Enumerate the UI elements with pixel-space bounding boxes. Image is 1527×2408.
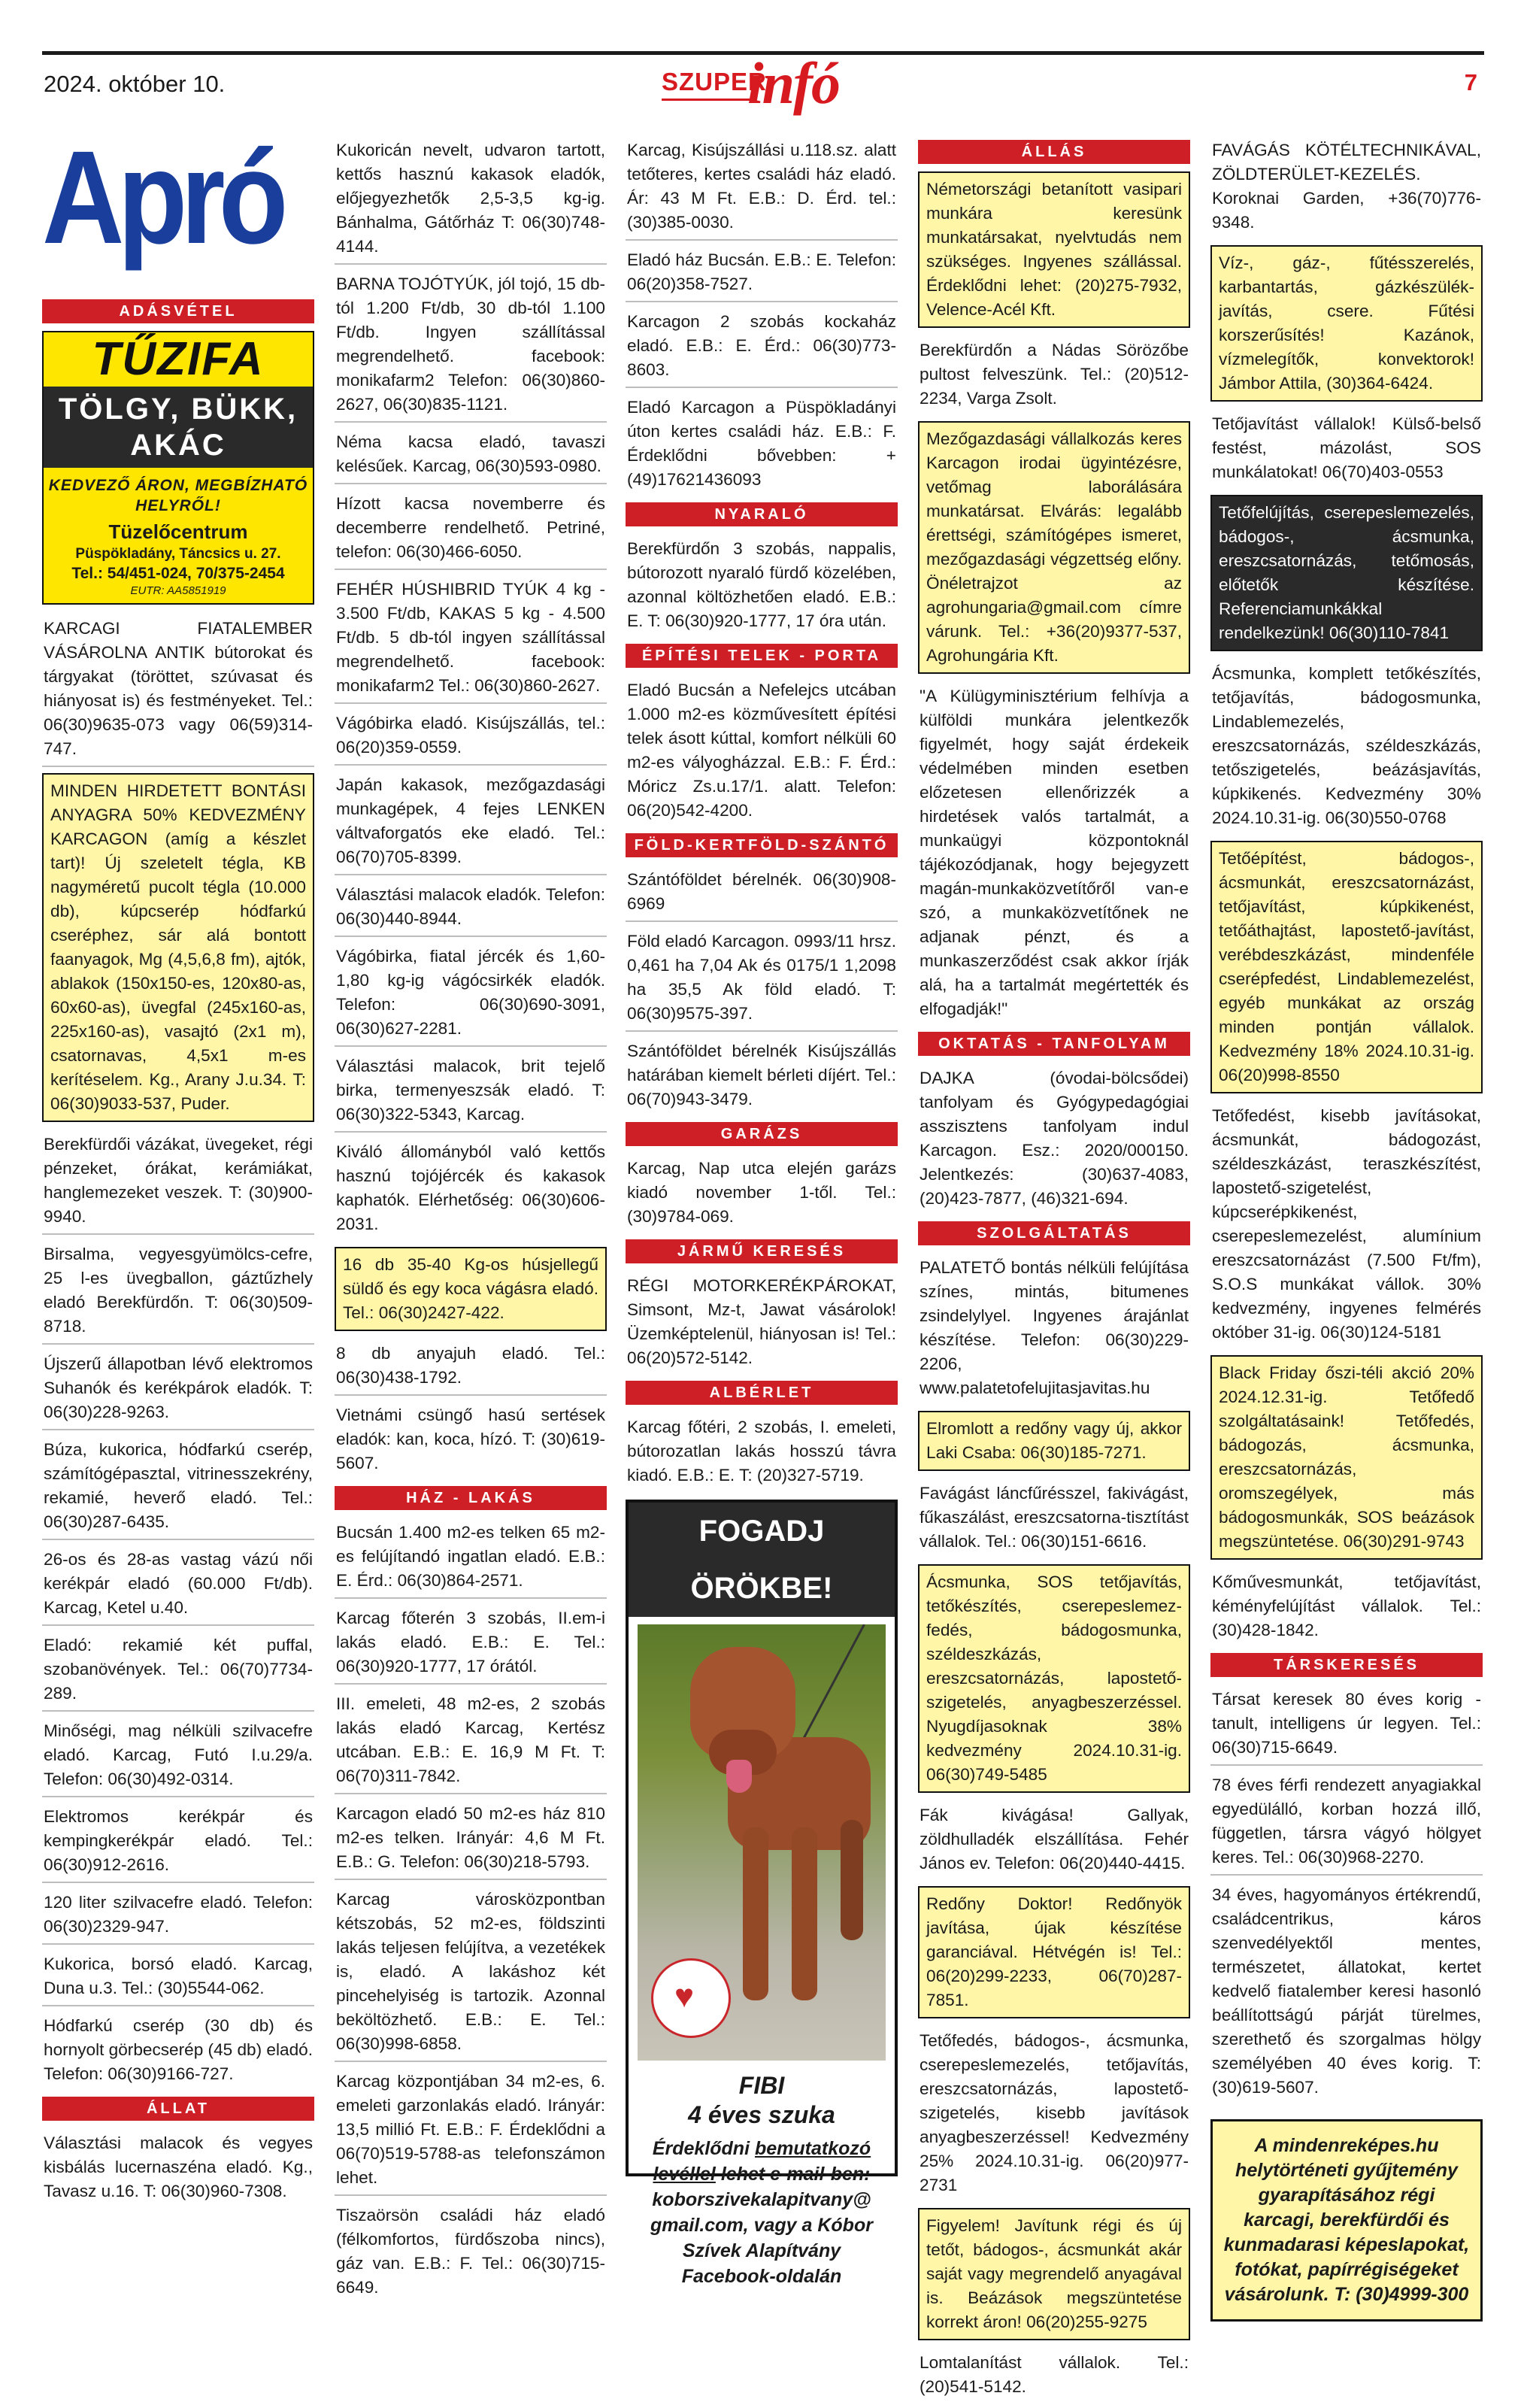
tuzifa-company: Tüzelőcentrum: [108, 520, 248, 543]
highlighted-ad: Redőny Doktor! Redőnyök javítása, újak készítése garanciával. Hétvégén is! Tel.: 06(20)299-2233, 06(70)287-7851.: [918, 1886, 1190, 2018]
classified-ad: FEHÉR HÚSHIBRID TYÚK 4 kg - 3.500 Ft/db, KAKAS 5 kg - 4.500 Ft/db. 5 db-tól ingyen szállítással megrendelhető. facebook: monikafarm2 Tel.: 06(30)860-2627.: [335, 575, 607, 704]
highlighted-ad: Tetőépítést, bádogos-, ácsmunkát, ereszcsatornázást, tetőjavítást, kúpkikenést, tetőáthajtást, lapostető-javítást, verébdeszkázást, mindenféle cserépfedést, Lindablemezelést, egyéb munkákat az ország minden pontján vállalok. Kedvezmény 18% 2024.10.31-ig. 06(20)998-8550: [1210, 841, 1483, 1093]
classified-ad: Föld eladó Karcagon. 0993/11 hrsz. 0,461 ha 7,04 Ak és 0175/1 1,2098 ha 35,5 Ak föld eladó. T: 06(30)9575-397.: [626, 927, 898, 1032]
highlighted-ad: Ácsmunka, SOS tetőjavítás, tetőkészítés, cserepeslemez-fedés, bádogosmunka, széldeszkázás, ereszcsatornázás, lapostető-szigetelés, anyagbeszerzéssel. Nyugdíjasoknak 38% kedvezmény 2024.10.31-ig. 06(30)749-5485: [918, 1564, 1190, 1793]
section-header-allas: ÁLLÁS: [918, 140, 1190, 164]
column-3: [626, 135, 898, 2287]
classified-ad: Elektromos kerékpár és kempingkerékpár eladó. Tel.: 06(30)912-2616.: [42, 1802, 314, 1883]
section-header-epitesi-telek: ÉPÍTÉSI TELEK - PORTA: [626, 644, 898, 668]
classified-ad: FAVÁGÁS KÖTÉLTECHNIKÁVAL, ZÖLDTERÜLET-KEZELÉS. Koroknai Garden, +36(70)776-9348.: [1212, 141, 1481, 232]
classified-ad: Karcagon 2 szobás kockaház eladó. E.B.: E. Érd.: 06(30)773-8603.: [626, 307, 898, 388]
column-5: [1210, 135, 1483, 2322]
section-header-nyaralo: NYARALÓ: [626, 502, 898, 526]
tuzifa-address: Püspökladány, Táncsics u. 27.: [75, 546, 281, 562]
classified-ad: 8 db anyajuh eladó. Tel.: 06(30)438-1792.: [335, 1339, 607, 1396]
classified-ad: Néma kacsa eladó, tavaszi kelésűek. Karcag, 06(30)593-0980.: [335, 427, 607, 484]
contact-underline: bemutatkozó: [754, 2138, 871, 2159]
section-header-szolgaltatas: SZOLGÁLTATÁS: [918, 1221, 1190, 1245]
classified-ad: Karcag, Kisújszállási u.118.sz. alatt tetőteres, kertes családi ház eladó. Ár: 43 M Ft. E.B.: D. Érd. tel.: (30)385-0030.: [626, 135, 898, 241]
classified-ad: Favágást láncfűrésszel, fakivágást, fűkaszálást, ereszcsatorna-tisztítást vállalok. Tel.: 06(30)151-6616.: [920, 1484, 1189, 1551]
contact-text: Érdeklődni: [652, 2138, 750, 2159]
contact-text: lehet e-mail-ben: koborszivekalapitvany@ gmail.com, vagy a Kóbor Szívek Alapítvány Facebook-oldalán: [650, 2164, 873, 2287]
highlighted-ad: Víz-, gáz-, fűtésszerelés, karbantartás, gázkészülék-javítás, csere. Fűtési korszerűsítés! Kazánok, vízmelegítők, konvektorok! Jámbor Attila, (30)364-6424.: [1210, 245, 1483, 402]
classified-ad: Szántóföldet bérelnék. 06(30)908-6969: [626, 865, 898, 922]
classified-ad: Eladó ház Bucsán. E.B.: E. Telefon: 06(20)358-7527.: [626, 245, 898, 302]
dog-age: 4 éves szuka: [688, 2101, 835, 2128]
classified-ad: Lomtalanítást vállalok. Tel.: (20)541-5142.: [920, 2353, 1189, 2396]
classified-ad: PALATETŐ bontás nélküli felújítása színes, mintás, bitumenes zsindelylyel. Ingyenes árajánlat készítése. Telefon: 06(30)229-2206, www.palatetofelujitasjavitas.hu: [920, 1258, 1189, 1397]
classified-ad: Hízott kacsa novemberre és decemberre rendelhető. Petriné, telefon: 06(30)466-6050.: [335, 489, 607, 570]
classified-ad: Berekfürdőn a Nádas Sörözőbe pultost felveszünk. Tel.: (20)512-2234, Varga Zsolt.: [920, 341, 1189, 408]
classified-ad: Választási malacok és vegyes kisbálás lucernaszéna eladó. Kg., Tavasz u.16. T: 06(30)960-7308.: [44, 2134, 313, 2200]
classified-ad: Vágóbirka eladó. Kisújszállás, tel.: 06(20)359-0559.: [335, 708, 607, 766]
highlighted-ad: Figyelem! Javítunk régi és új tetőt, bádogos-, ácsmunkát akár saját vagy megrendelő anyagával is. Beázások megszüntetése korrekt áron! 06(20)255-9275: [918, 2208, 1190, 2340]
page-number: 7: [1464, 69, 1477, 96]
classified-ad: Eladó Bucsán a Nefelejcs utcában 1.000 m2-es közművesített építési telek ásott kúttal, komfort nélküli 60 m2-es vályogházzal. E.B.: F. Érd.: Móricz Zs.u.17/1. alatt. Telefon: 06(20)542-4200.: [627, 681, 896, 820]
classified-ad: Karcag főterén 3 szobás, II.em-i lakás eladó. E.B.: E. Tel.: 06(30)920-1777, 17 órától.: [335, 1603, 607, 1685]
contact-underline: levéllel: [653, 2164, 716, 2185]
section-header-fold: FÖLD-KERTFÖLD-SZÁNTÓ: [626, 833, 898, 857]
column-1: [42, 124, 314, 2212]
classified-ad: Búza, kukorica, hódfarkú cserép, számítógépasztal, vitrinesszekrény, rekamié, heverő eladó. Tel.: 06(30)287-6435.: [42, 1435, 314, 1540]
classified-ad: Eladó Karcagon a Püspökladányi úton kertes családi ház. E.B.: F. Érdeklődni bővebben: +(49)17621436093: [627, 398, 896, 489]
highlighted-ad: Elromlott a redőny vagy új, akkor Laki Csaba: 06(30)185-7271.: [918, 1411, 1190, 1471]
classified-ad: Szántóföldet bérelnék Kisújszállás határában kiemelt bérleti díjért. Tel.: 06(70)943-3479.: [627, 1042, 896, 1108]
classified-ad: Japán kakasok, mezőgazdasági munkagépek, 4 fejes LENKEN váltvaforgatós eke eladó. Tel.: 06(70)705-8399.: [335, 770, 607, 875]
classified-ad: Berekfürdőn 3 szobás, nappalis, bútorozott nyaraló fürdő közelében, azonnal költözhetően eladó. E.B.: E. T: 06(30)920-1777, 17 óra után.: [627, 539, 896, 630]
szuperinfo-logo: [662, 50, 865, 117]
classified-ad: Kiváló állományból való kettős hasznú tojójércék és kakasok kaphatók. Elérhetőség: 06(30)606-2031.: [336, 1142, 605, 1233]
column-4: [918, 135, 1190, 2408]
classified-ad: Birsalma, vegyesgyümölcs-cefre, 25 l-es üvegballon, gáztűzhely eladó Berekfürdőn. T: 06(30)509-8718.: [42, 1239, 314, 1345]
foundation-logo-icon: [651, 1958, 731, 2038]
section-header-tarskereses: TÁRSKERESÉS: [1210, 1653, 1483, 1677]
classified-ad: III. emeleti, 48 m2-es, 2 szobás lakás eladó Karcag, Kertész utcában. E.B.: E. 16,9 M Ft. T: 06(70)311-7842.: [335, 1689, 607, 1794]
adoption-ad: [626, 1500, 898, 2287]
issue-date: 2024. október 10.: [44, 71, 226, 97]
section-header-adasvetel: ADÁSVÉTEL: [42, 299, 314, 323]
dog-leg: [743, 1827, 768, 2000]
page-title: Apró: [42, 124, 282, 271]
logo-underline: [662, 99, 750, 101]
classified-ad: "A Külügyminisztérium felhívja a külföldi munkára jelentkezők figyelmét, hogy saját érdekeik védelmében minden esetben előzetesen ellenőrizzék a hirdetések valós tartalmát, a munkaügyi központoknál tájékozódjanak, hogy bejegyzett magán-munkaközvetítőről van-e szó, a munkaközvetítőnek ne adjanak pénzt, és a munkaszerződést csak akkor írják alá, ha a tartalmát megértették és elfogadják!": [920, 687, 1189, 1018]
classified-ad: Tiszaörsön családi ház eladó (félkomfortos, fürdőszoba nincs), gáz van. E.B.: F. Tel.: 06(30)715-6649.: [336, 2206, 605, 2297]
section-header-oktatas: OKTATÁS - TANFOLYAM: [918, 1032, 1190, 1056]
classified-ad: Karcag főtéri, 2 szobás, I. emeleti, bútorozatlan lakás hosszú távra kiadó. E.B.: E. T: (20)327-5719.: [627, 1418, 896, 1485]
dog-photo: [638, 1624, 886, 2061]
classified-ad: Vietnámi csüngő hasú sertések eladók: kan, koca, hízó. T: (30)619-5607.: [336, 1406, 605, 1472]
tuzifa-eutr: EUTR: AA5851919: [130, 584, 226, 597]
logo-main-text: infó: [747, 50, 840, 116]
classified-ad: DAJKA (óvodai-bölcsődei) tanfolyam és Gyógypedagógiai asszisztens tanfolyam indul Karcagon. Esz.: 2020/000150. Jelentkezés: (30)637-4083, (20)423-7877, (46)321-694.: [920, 1069, 1189, 1208]
classified-ad: Karcag központjában 34 m2-es, 6. emeleti garzonlakás eladó. Irányár: 13,5 millió Ft. E.B.: F. Érdeklődni a 06(70)519-5788-as telefonszámon lehet.: [335, 2067, 607, 2196]
classified-ad: Eladó: rekamié két puffal, szobanövények. Tel.: 06(70)7734-289.: [42, 1630, 314, 1712]
classified-ad: Fák kivágása! Gallyak, zöldhulladék elszállítása. Fehér János ev. Telefon: 06(20)440-4415.: [920, 1806, 1189, 1873]
classified-ad: Tetőfedés, bádogos-, ácsmunka, cserepeslemezelés, tetőjavítás, ereszcsatornázás, lapostető-szigetelés, kisebb javítások anyagbeszerzéssel! Kedvezmény 25% 2024.10.31-ig. 06(20)977-2731: [920, 2031, 1189, 2194]
adoption-title: FOGADJ ÖRÖKBE!: [629, 1503, 895, 1617]
section-header-allat: ÁLLAT: [42, 2097, 314, 2121]
heart-icon: ♥: [674, 1978, 695, 2015]
classified-ad: 78 éves férfi rendezett anyagiakkal egyedülálló, korban hozzá illő, független, társra vágyó hölgyet keres. Tel.: 06(30)968-2270.: [1210, 1770, 1483, 1876]
classified-ad: Választási malacok, brit tejelő birka, termenyeszsák eladó. T: 06(30)322-5343, Karcag.: [335, 1051, 607, 1133]
classified-ad: Karcag városközpontban kétszobás, 52 m2-es, földszinti lakás teljesen felújítva, a vezetékek is, eladó. A lakáshoz két pincehelyiség is tartozik. Azonnal beköltözhető. E.B.: E. Tel.: 06(30)998-6858.: [335, 1885, 607, 2062]
classified-ad: Minőségi, mag nélküli szilvacefre eladó. Karcag, Futó I.u.29/a. Telefon: 06(30)492-0314.: [42, 1716, 314, 1797]
dog-tongue: [726, 1760, 752, 1793]
classified-ad: Társat keresek 80 éves korig - tanult, intelligens úr legyen. Tel.: 06(30)715-6649.: [1210, 1685, 1483, 1766]
classified-ad: 34 éves, hagyományos értékrendű, családcentrikus, káros szenvedélyektől mentes, természetet, állatokat, kertet kedvelő fiatalember keresi hasonló beállítottságú párját türelmes, szerethető és szorgalmas hölgy személyében 40 éves korig. T: (30)619-5607.: [1212, 1885, 1481, 2097]
highlighted-ad: Mezőgazdasági vállalkozás keres Karcagon irodai ügyintézésre, vetőmag laborálására munkatársat. Elvárás: legalább érettségi, számítógépes ismeret, mezőgazdasági végzettség előny. Önéletrajzot az agrohungaria@gmail.com címre várunk. Tel.: +36(20)9377-537, Agrohungária Kft.: [918, 421, 1190, 674]
highlighted-ad: Németországi betanított vasipari munkára keresünk munkatársakat, nyelvtudás nem szükséges. Ingyenes szállással. Érdeklődni lehet: (20)275-7932, Velence-Acél Kft.: [918, 171, 1190, 328]
section-header-alberlet: ALBÉRLET: [626, 1381, 898, 1405]
tuzifa-title: TŰZIFA: [44, 332, 313, 387]
classified-ad: Kőművesmunkát, tetőjavítást, kéményfelújítást vállalok. Tel.: (30)428-1842.: [1212, 1572, 1481, 1639]
classified-ad: Karcag, Nap utca elején garázs kiadó november 1-től. Tel.: (30)9784-069.: [627, 1159, 896, 1226]
classified-ad: Tetőfedést, kisebb javításokat, ácsmunkát, bádogozást, széldeszkázást, teraszkészítést, lapostető-szigetelést, kúpcserépkikenést, cserepeslemezelést, alumínium ereszcsatornázást (7.500 Ft/fm), S.O.S munkákat vállok. 30% kedvezmény, ingyenes felmérés október 31-ig. 06(30)124-5181: [1212, 1106, 1481, 1342]
section-header-haz-lakas: HÁZ - LAKÁS: [335, 1486, 607, 1510]
dog-leg: [841, 1820, 863, 1940]
tuzifa-phone: Tel.: 54/451-024, 70/375-2454: [71, 565, 285, 582]
classified-ad: Karcagon eladó 50 m2-es ház 810 m2-es telken. Irányár: 4,6 M Ft. E.B.: G. Telefon: 06(30)218-5793.: [335, 1799, 607, 1880]
highlighted-ad: Black Friday őszi-téli akció 20% 2024.12.31-ig. Tetőfedő szolgáltatásaink! Tetőfedés, bádogozás, ácsmunka, ereszcsatornázás, oromszegélyek, más bádogosmunkák, SOS beázások megszüntetése. 06(30)291-9743: [1210, 1355, 1483, 1560]
tuzifa-woods: TÖLGY, BÜKK, AKÁC: [44, 387, 313, 468]
column-2: [335, 135, 607, 2309]
classified-ad: Tetőjavítást vállalok! Külső-belső festést, mázolást, SOS munkálatokat! 06(70)403-0553: [1212, 414, 1481, 481]
classified-ad: Kukorica, borsó eladó. Karcag, Duna u.3. Tel.: (30)5544-062.: [42, 1949, 314, 2006]
section-title-block: [42, 124, 314, 293]
tuzifa-ad: [42, 331, 314, 605]
classified-ad: Bucsán 1.400 m2-es telken 65 m2-es felújítandó ingatlan eladó. E.B.: E. Érd.: 06(30)864-2571.: [335, 1518, 607, 1599]
highlighted-ad: 16 db 35-40 Kg-os húsjellegű süldő és egy koca vágásra eladó. Tel.: 06(30)2427-422.: [335, 1247, 607, 1331]
classified-ad: Vágóbirka, fiatal jércék és 1,60-1,80 kg-ig vágócsirkék eladók. Telefon: 06(30)690-3091, 06(30)627-2281.: [335, 942, 607, 1047]
logo-top-text: SZUPER: [662, 68, 767, 96]
dark-ad: Tetőfelújítás, cserepeslemezelés, bádogos-, ácsmunka, ereszcsatornázás, tetőmosás, előtetők készítése. Referenciamunkákkal rendelkezünk! 06(30)110-7841: [1210, 495, 1483, 651]
tuzifa-details: [44, 468, 313, 603]
classified-ad: RÉGI MOTORKERÉKPÁROKAT, Simsont, Mz-t, Jawat vásárolok! Üzemképtelenül, hiányosan is! Tel.: 06(20)572-5142.: [627, 1276, 896, 1367]
postcard-collector-ad: A mindenreképes.hu helytörténeti gyűjtemény gyarapításához régi karcagi, berekfürdői és kunmadarasi képeslapokat, fotókat, papírrégiségeket vásárolunk. T: (30)4999-300: [1210, 2119, 1483, 2322]
classified-ad: KARCAGI FIATALEMBER VÁSÁROLNA ANTIK bútorokat és tárgyakat (töröttet, szúvasat és hiányosat is) és festményeket. Tel.: 06(30)9635-073 vagy 06(59)314-747.: [42, 614, 314, 767]
adoption-contact: [629, 2136, 895, 2289]
dog-name: FIBI: [738, 2072, 785, 2099]
classified-ad: Választási malacok eladók. Telefon: 06(30)440-8944.: [335, 880, 607, 937]
classified-ad: 26-os és 28-as vastag vázú női kerékpár eladó (60.000 Ft/db). Karcag, Ketel u.40.: [42, 1545, 314, 1626]
classified-ad: BARNA TOJÓTYÚK, jól tojó, 15 db-tól 1.200 Ft/db, 30 db-tól 1.100 Ft/db. Ingyen szállítással megrendelhető. facebook: monikafarm2 Telefon: 06(30)860-2627, 06(30)835-1121.: [335, 269, 607, 423]
section-header-garazs: GARÁZS: [626, 1122, 898, 1146]
classified-ad: Újszerű állapotban lévő elektromos Suhanók és kerékpárok eladók. T: 06(30)228-9263.: [42, 1349, 314, 1430]
classified-ad: Ácsmunka, komplett tetőkészítés, tetőjavítás, bádogosmunka, Lindablemezelés, ereszcsatornázás, széldeszkázás, tetőszigetelés, beázásjavítás, kúpkikenés. Kedvezmény 30% 2024.10.31-ig. 06(30)550-0768: [1212, 664, 1481, 827]
dog-leg: [792, 1827, 817, 2000]
classified-ad: Kukoricán nevelt, udvaron tartott, kettős hasznú kakasok eladók, előjegyezhetők 2,5-3,5 kg-ig. Bánhalma, Gátőrház T: 06(30)748-4144.: [335, 135, 607, 265]
highlighted-ad: MINDEN HIRDETETT BONTÁSI ANYAGRA 50% KEDVEZMÉNY KARCAGON (amíg a készlet tart)! Új szeletelt tégla, KB nagyméretű pucolt tégla (10.000 db), kúpcserép hódfarkú cseréphez, sár alá bontott faanyagok, Mg (4,5,6,8 fm), ajtók, ablakok (150x150-es, 120x80-as, 60x60-as), üvegfal (245x160-as, 225x160-as), vasajtó (2x1 m), csatornavas, 4,5x1 m-es kerítéselem. Kg., Arany J.u.34. T: 06(30)9033-537, Puder.: [42, 773, 314, 1122]
section-header-jarmu: JÁRMŰ KERESÉS: [626, 1239, 898, 1263]
classified-ad: Hódfarkú cserép (30 db) és hornyolt görbecserép (45 db) eladó. Telefon: 06(30)9166-727.: [44, 2016, 313, 2083]
classified-ad: 120 liter szilvacefre eladó. Telefon: 06(30)2329-947.: [42, 1888, 314, 1945]
classified-ad: Berekfürdői vázákat, üvegeket, régi pénzeket, órákat, kerámiákat, hanglemezeket veszek. T: (30)900-9940.: [42, 1130, 314, 1235]
tuzifa-slogan: KEDVEZŐ ÁRON, MEGBÍZHATÓ HELYRŐL!: [48, 477, 308, 514]
